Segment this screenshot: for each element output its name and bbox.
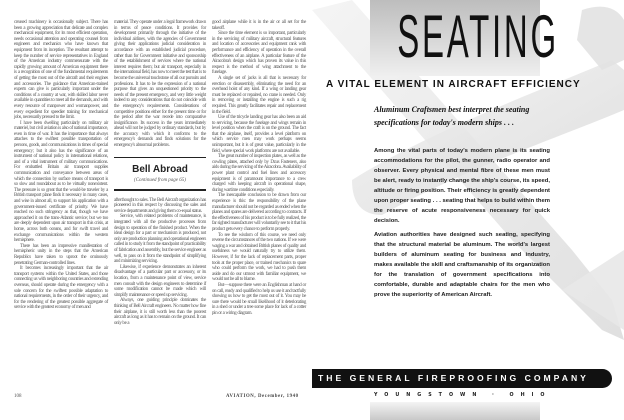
paragraph: creased machinery is occasionally subject. There has been a growing appreciation that delicate and complex mechanical equipment, for its most efficient operation, needs occasional attention and operating counsel from engineers and mechanics who have known that equipment from its inception. The resultant attempt to keep the number of service representatives in England of the American industry commensurate with the rapidly growing amount of American equipment there is a recognition of one of the fundamental requirements of getting the most out of the aircraft and their engines and accessories. The guidance that American-trained experts can give is particularly important under the conditions of a country at war, with skilled labor never available in quantities to meet all the demands, and with every resource of manpower and womanpower, and every expedient for speedier training for mechanical jobs, necessarily pressed to the limit. — [14, 20, 108, 121]
paragraph: I have been dwelling particularly on military air materiel, but civil aviation is also of national importance, even in time of war. It has the importance that always attaches to the swiftest possible transportation of persons, goods, and communications in times of special emergency; but it also has the significance of an instrument of national policy in international relations, and of a vital instrument of military communications. For embattled Britain air transport supplies communication and conveyance between areas of which the connection by surface means of transport is so slow and roundabout as to be virtually nonexistent. The pressure is so great that the would-be traveler by a British transport plane finds it necessary in many cases, and wise in almost all, to support his application with a government-issued certificate of priority. We have reached no such stringency as that, though we have approached it on the trans-Atlantic service; but we too are deeply dependent upon air transport in this crisis, at home, across both oceans, and for swift travel and exchange communications within the western hemisphere. — [14, 120, 108, 244]
paragraph: good airplane while it is in the air or all set for the takeoff. — [212, 20, 306, 31]
paragraph: To see the wisdom of this course, we need only reverse the circumstances of the two nations. If we were waging a war and obtained British planes of quality and usefulness we would naturally try to utilize them. However, if for the lack of replacement parts, proper tools at the proper place, or trained mechanics to spare who could perform the work, we had to push them aside and do our utmost with familiar equipment, we would not be all to blame. — [212, 232, 306, 283]
bottom-gradient-block — [370, 402, 540, 420]
magazine-footer: AVIATION, December, 1940 — [226, 394, 299, 399]
paragraph: Always, one guiding principle dominates the thinking of Bell Aircraft engineers. No matter how fine their airplane, it is still worth less than the poorest aircraft as long as it has to remain on the ground. It can only be a — [114, 298, 206, 326]
paragraph: material. They operate under a legal framework drawn in terms of peace conditions. It provides for development primarily through the initiative of the individual airlines, with the agencies of Government giving their applications judicial consideration in accordance with an established judicial procedure, rather than for Government initiative and sponsorship of the establishment of services where the national interest requires them; but air transport, especially in the international field, has now to meet the test that is to become the universal touchstone of all our pursuits and professions. It has to be the expression of a national purpose that gives an unquestioned priority to the needs of the present emergency, and very little weight indeed to any considerations that do not coincide with the emergency's requirements. Considerations of competitive positions either for the present time or for the period after the war recede into comparative insignificance. Its success in the years immediately ahead will not be judged by ordinary standards, but by the accuracy with which it conforms to the emergency's demands and finds solutions for the emergency's abnormal problems. — [114, 20, 206, 149]
article-column-3 — [212, 20, 306, 316]
ad-subtitle: A VITAL ELEMENT IN AIRCRAFT EFFICIENCY — [326, 79, 581, 90]
ad-body — [374, 146, 550, 304]
company-banner: THE GENERAL FIREPROOFING COMPANY — [312, 369, 612, 388]
article-column-2-wrapper — [114, 20, 206, 326]
paragraph: It becomes increasingly important that the air transport systems within the United States, and those connecting us with neighboring countries and extending overseas, should operate during the emergency with a sole concern for the swiftest possible adaptation to national requirements, in the order of their urgency, and for the rendering of the greatest possible aggregate of service with the greatest economy of men and — [14, 266, 108, 311]
article-column-1 — [14, 20, 108, 311]
paragraph: Likewise, if experience demonstrates an inherent disadvantage of a particular part or accessory, or its location, from a maintenance point of view, service men consult with the design engineers to determine if some modification cannot be made which will simplify maintenance or speed up servicing. — [114, 264, 206, 298]
paragraph: Among the vital parts of today's modern plane is its seating accommodations for the pilot, the gunner, radio operator and observer. Every physical and mental fibre of these men must be alert, ready to instantly change the ship's course, its speed, altitude or firing position. Their efficiency is greatly dependent upon proper seating . . . seating that helps to build within them the reserve of acute responsiveness necessary for quick decision. — [374, 148, 550, 224]
tagline-line: specifications for today's modern ships . . . — [374, 118, 515, 127]
paragraph: A single set of jacks is all that is necessary for erection or disassembly, eliminating the need for an overhead hoist of any kind. If a wing or landing gear must be replaced or repaired, no crane is needed. Only in removing or installing the engine is such a rig required. This greatly facilitates repair and replacement in the field. — [212, 75, 306, 115]
paragraph: Since the time element is so important, particularly in the servicing of military aircraft, structural features and location of accessories and equipment rank with performance and efficiency of operation in the overall effectiveness of an airplane. A particular feature of the Airacobra's design which has proven its value in this respect is the method of wing attachment to the fuselage. — [212, 31, 306, 76]
article-column-2 — [114, 20, 206, 149]
seating-advertisement — [312, 0, 624, 420]
paragraph: There has been an impressive manifestation of hemispheric unity in the steps that the American Republics have taken to uproot the ominously penetrating German-controlled lines. — [14, 243, 108, 266]
paragraph: Service, with related problems of maintenance, is integrated with all the productive processes from design to operation of the finished product. When the ideal design for a part or mechanism is produced, not only are production planning and operational engineers called in to study it from the standpoint of practicability of fabrication and assembly, but the service engineer as well, to pass on it from the standpoint of simplifying and minimizing servicing. — [114, 214, 206, 265]
bell-abroad-heading: Bell Abroad — [132, 164, 188, 176]
divider-rule — [114, 189, 206, 191]
paragraph: The great number of inspection plates, as well as the cowling plates, attached only by Dzus Fasteners, also aids during the servicing of the Airacobra. Availability of power plant control and fuel lines and accessory equipment is of paramount importance to a crew charged with keeping aircraft in operational shape, during wartime conditions especially. — [212, 154, 306, 193]
paragraph: But—suppose there were an Englishman at hand or on call, ready and qualified to help us use it and tactfully showing us how to get the most out of it. You may be sure there would be small likelihood of it deteriorating in a shed or under a tree some place for lack of a cotter pin or a wiring diagram. — [212, 282, 306, 316]
divider-rule — [114, 157, 206, 159]
continued-note: (Continued from page 65) — [134, 178, 186, 184]
tagline-line: Aluminum Craftsmen best interpret the seating — [374, 105, 530, 114]
paragraph: afterthought to sales. The Bell Aircraft organization has pioneered in this respect by discussing the sales and service departments and giving them co-equal status. — [114, 197, 206, 214]
company-location: YOUNGSTOWN · OHIO — [374, 393, 552, 398]
ad-title: SEATING — [397, 3, 559, 70]
paragraph: Aviation authorities have designed such seating, specifying that the structural material be aluminum. The world's largest builders of aluminum seating for business and industry, makes available the skill and craftsmanship of its organization for the translation of government specifications into comfortable, durable and adaptable chairs for the men who prove the superiority of American Aircraft. — [374, 232, 550, 298]
ad-tagline — [374, 103, 584, 129]
paragraph: The inescapable conclusion to be drawn from our experience is this: the responsibility of the plane manufacturer should not be regarded as ended when the planes and spares are delivered according to contracts. If the effectiveness of his product is to be fully realized, the far sighted manufacturer will voluntarily see to it that his product gets every chance to perform properly. — [212, 193, 306, 232]
paragraph: Use of the tricycle landing gear has also been an aid to servicing, because the fuselage and wings remain in level position when the craft is on the ground. The fact that the airplane, itself, provides a level platform on which service men may work perhaps seems unimportant, but it is of great value, particularly in the field, where special work platforms are not available. — [212, 115, 306, 154]
bell-abroad-column — [114, 198, 206, 327]
page-number: 108 — [14, 394, 22, 399]
